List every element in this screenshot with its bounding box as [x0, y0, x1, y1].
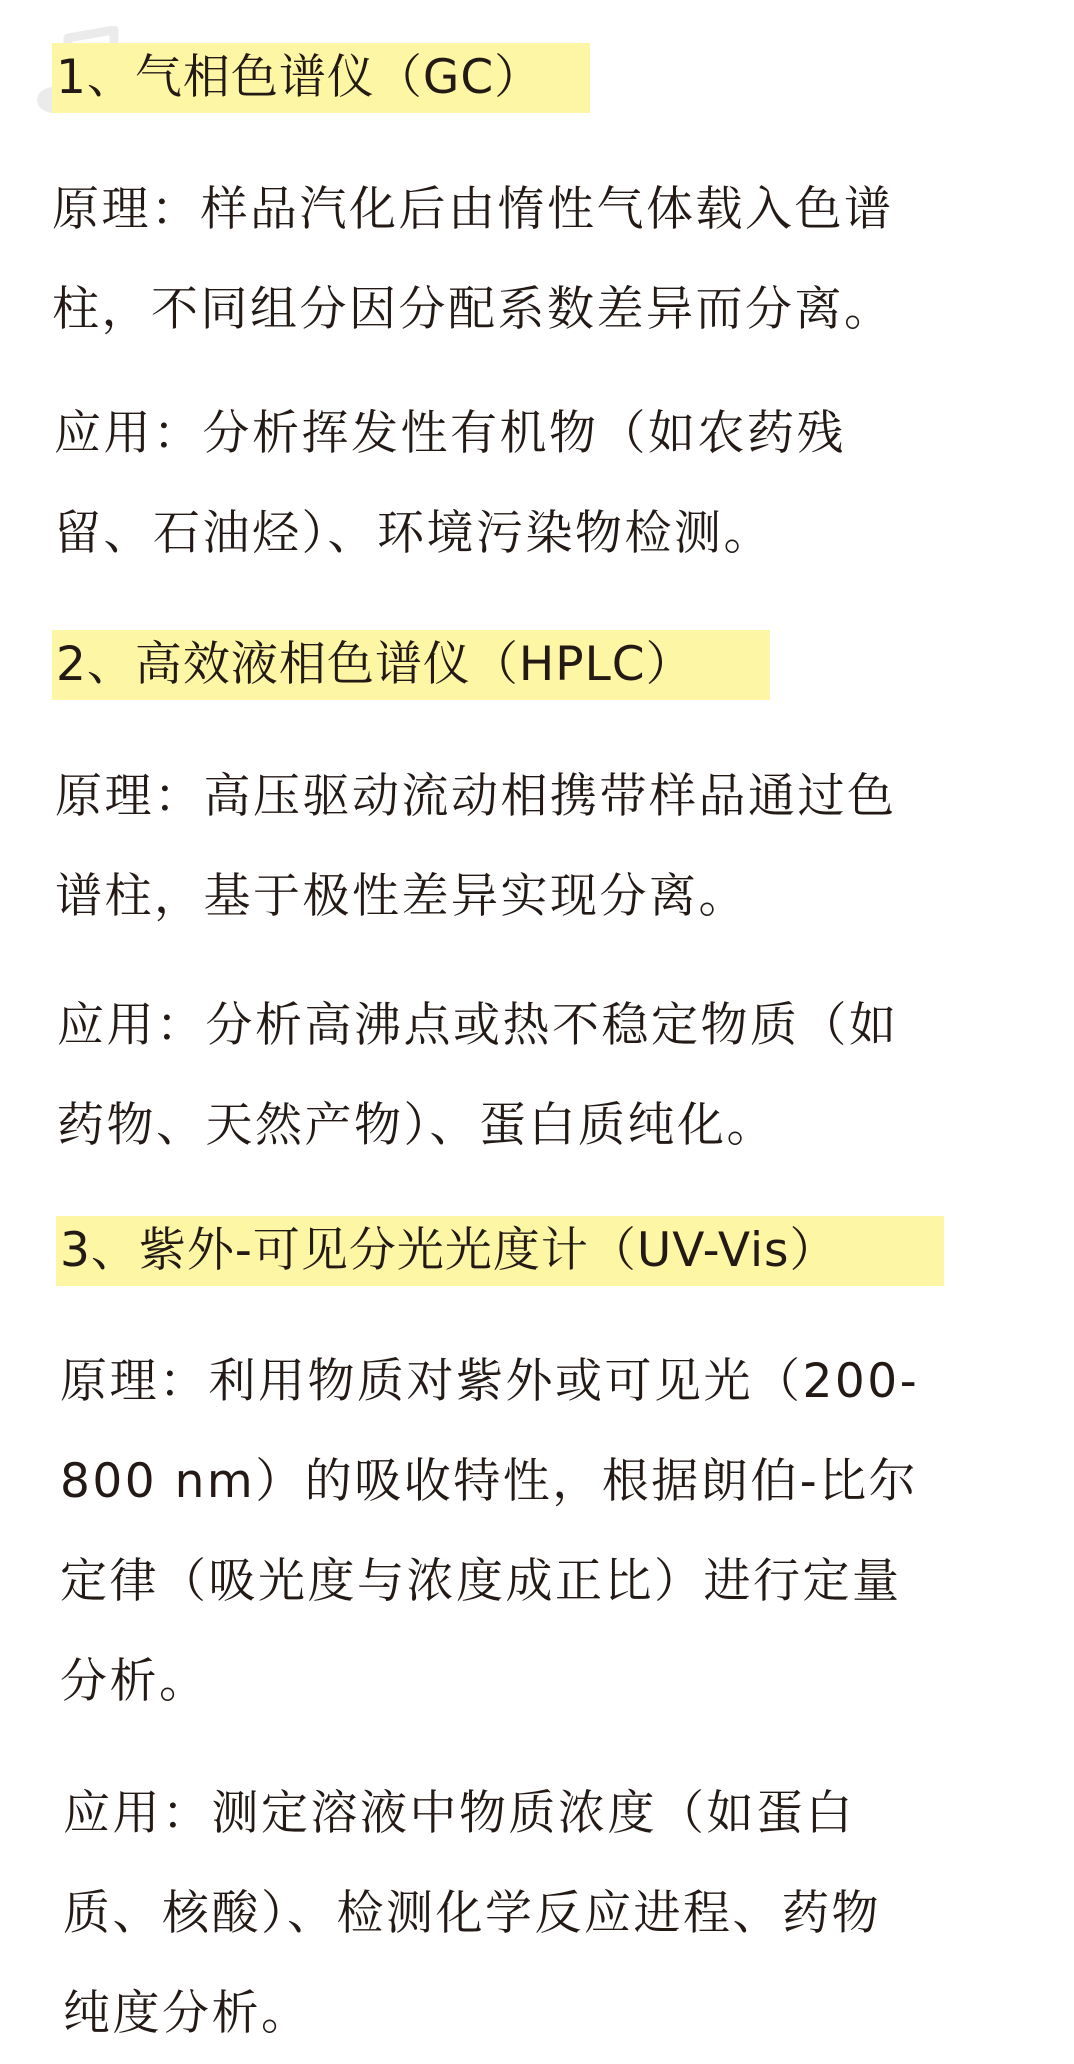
section-heading-uv-vis: 3、紫外-可见分光光度计（UV-Vis）	[56, 1216, 944, 1286]
section-heading-hplc: 2、高效液相色谱仪（HPLC）	[52, 630, 770, 700]
uv-vis-principle-text: 原理：利用物质对紫外或可见光（200- 800 nm）的吸收特性，根据朗伯-比尔 定律（吸光度与浓度成正比）进行定量 分析。	[60, 1354, 920, 1709]
uv-vis-application-text: 应用：测定溶液中物质浓度（如蛋白 质、核酸）、检测化学反应进程、药物 纯度分析。	[63, 1786, 881, 2041]
hplc-application-text: 应用：分析高沸点或热不稳定物质（如 药物、天然产物）、蛋白质纯化。	[57, 998, 899, 1153]
hplc-principle-text: 原理：高压驱动流动相携带样品通过色 谱柱，基于极性差异实现分离。	[55, 769, 897, 924]
gc-application-text: 应用：分析挥发性有机物（如农药残 留、石油烃）、环境污染物检测。	[54, 406, 846, 561]
gc-principle-text: 原理：样品汽化后由惰性气体载入色谱 柱，不同组分因分配系数差异而分离。	[52, 182, 894, 337]
section-heading-gc: 1、气相色谱仪（GC）	[52, 43, 590, 113]
